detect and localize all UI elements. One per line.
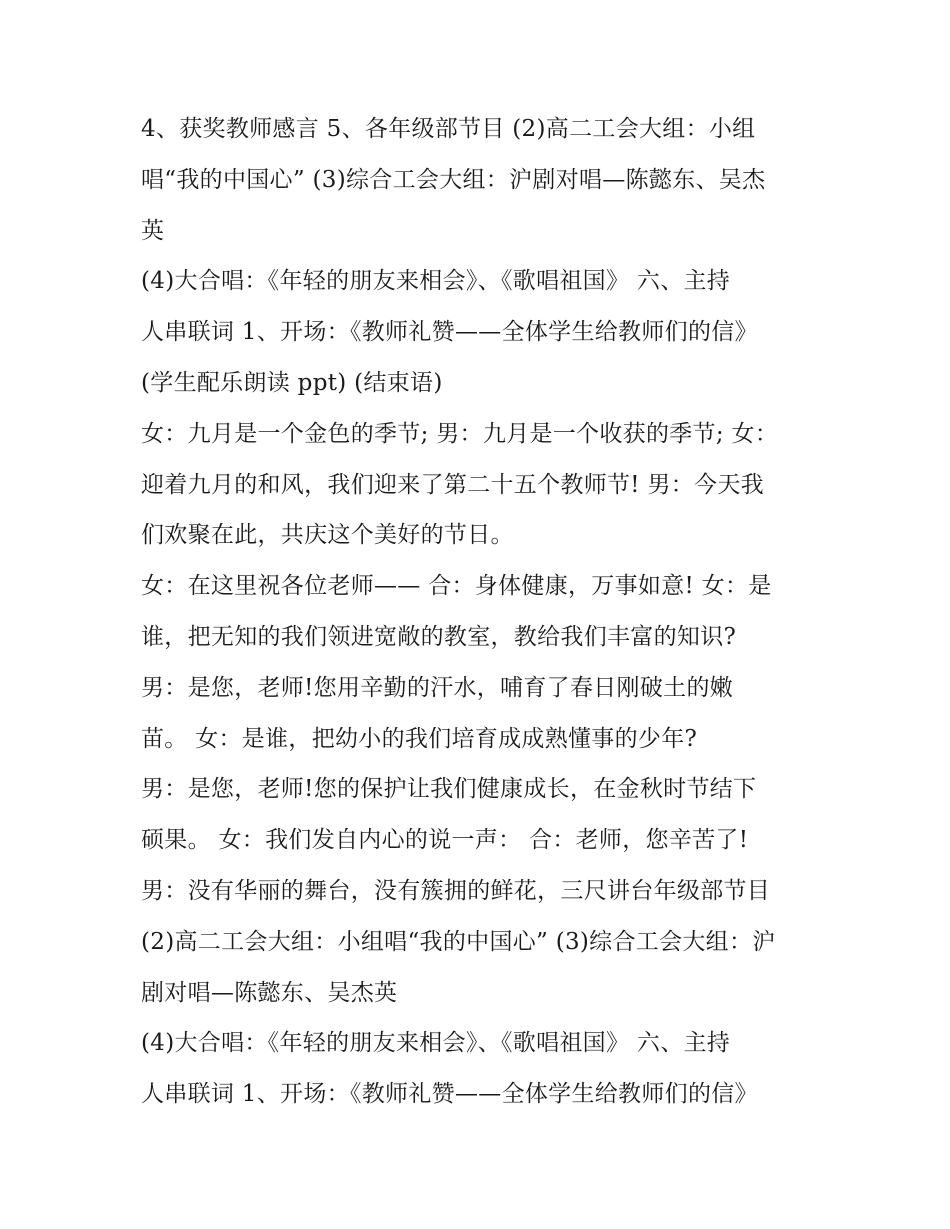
text-line: 们欢聚在此，共庆这个美好的节日。: [141, 522, 514, 549]
text-line: 迎着九月的和风，我们迎来了第二十五个教师节! 男：今天我: [141, 471, 764, 498]
text-line: 男：是您，老师!您用辛勤的汗水，哺育了春日刚破土的嫩: [141, 674, 734, 701]
text-line: 人串联词 1、开场：《教师礼赞——全体学生给教师们的信》: [141, 319, 758, 346]
text-line: 4、获奖教师感言 5、各年级部节目 (2)高二工会大组：小组: [141, 116, 756, 142]
text-line: 剧对唱—陈懿东、吴杰英: [141, 979, 398, 1006]
text-line: (4)大合唱：《年轻的朋友来相会》、《歌唱祖国》 六、主持: [141, 1030, 731, 1057]
text-line: 英: [141, 217, 165, 244]
text-line: 苗。 女：是谁，把幼小的我们培育成成熟懂事的少年?: [141, 725, 698, 752]
text-line: 人串联词 1、开场：《教师礼赞——全体学生给教师们的信》: [141, 1081, 758, 1108]
text-line: 男：没有华丽的舞台，没有簇拥的鲜花，三尺讲台年级部节目: [141, 877, 771, 904]
text-line: 女：在这里祝各位老师—— 合：身体健康，万事如意! 女：是: [141, 573, 772, 600]
text-line: 唱“我的中国心” (3)综合工会大组：沪剧对唱—陈懿东、吴杰: [141, 166, 766, 193]
text-line: (学生配乐朗读 ppt) (结束语): [141, 369, 443, 396]
text-line: 男：是您，老师!您的保护让我们健康成长，在金秋时节结下: [141, 776, 757, 803]
text-line: (2)高二工会大组：小组唱“我的中国心” (3)综合工会大组：沪: [141, 928, 776, 955]
document-body: [141, 104, 821, 1120]
text-line: 谁，把无知的我们领进宽敞的教室，教给我们丰富的知识?: [141, 623, 737, 650]
text-line: 硕果。 女：我们发自内心的说一声： 合：老师，您辛苦了!: [141, 827, 749, 854]
text-line: 女：九月是一个金色的季节; 男：九月是一个收获的季节; 女：: [141, 420, 779, 447]
text-line: (4)大合唱：《年轻的朋友来相会》、《歌唱祖国》 六、主持: [141, 268, 731, 295]
